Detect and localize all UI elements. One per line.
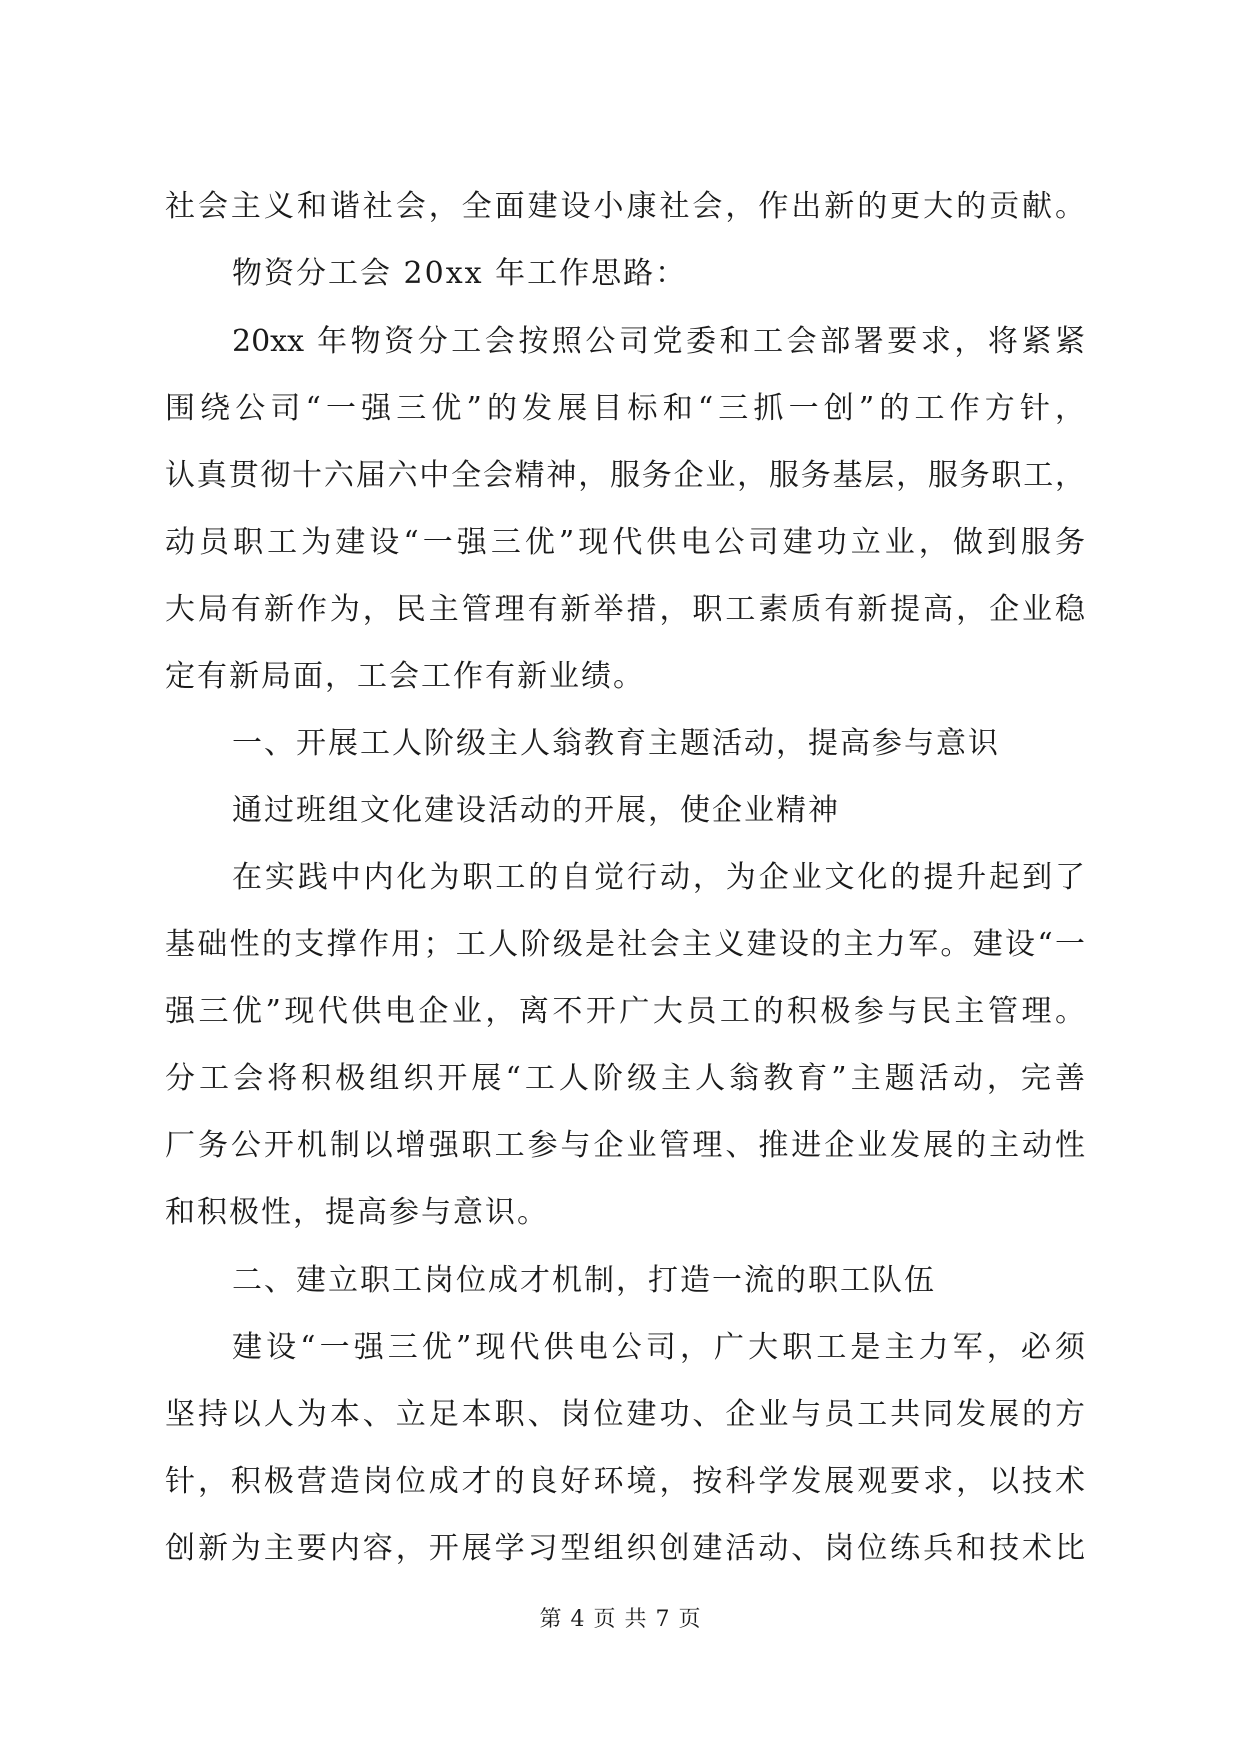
text-line: 和积极性，提高参与意识。 [165,1195,549,1230]
section-heading: 二、建立职工岗位成才机制，打造一流的职工队伍 [232,1263,936,1298]
text-line: 大局有新作为，民主管理有新举措，职工素质有新提高，企业稳 [165,592,1085,627]
text-line: 坚持以人为本、立足本职、岗位建功、企业与员工共同发展的方 [165,1397,1085,1432]
text-line: 社会主义和谐社会，全面建设小康社会，作出新的更大的贡献。 [165,189,1085,224]
text-line: 建设“一强三优”现代供电公司，广大职工是主力军，必须 [232,1330,1085,1365]
text-line: 在实践中内化为职工的自觉行动，为企业文化的提升起到了 [232,860,1085,895]
text-line: 创新为主要内容，开展学习型组织创建活动、岗位练兵和技术比 [165,1531,1085,1566]
page-number-footer: 第 4 页 共 7 页 [539,1607,702,1632]
text-line: 20xx 年物资分工会按照公司党委和工会部署要求，将紧紧 [232,324,1085,359]
text-line: 基础性的支撑作用；工人阶级是社会主义建设的主力军。建设“一 [165,927,1085,962]
text-line: 动员职工为建设“一强三优”现代供电公司建功立业，做到服务 [165,525,1085,560]
text-line: 定有新局面，工会工作有新业绩。 [165,659,645,694]
text-line: 针，积极营造岗位成才的良好环境，按科学发展观要求，以技术 [165,1464,1085,1499]
text-line: 围绕公司“一强三优”的发展目标和“三抓一创”的工作方针， [165,391,1085,426]
text-line: 认真贯彻十六届六中全会精神，服务企业，服务基层，服务职工， [165,458,1085,493]
text-line: 物资分工会 20xx 年工作思路： [232,256,688,291]
text-line: 强三优”现代供电企业，离不开广大员工的积极参与民主管理。 [165,994,1085,1029]
text-line: 分工会将积极组织开展“工人阶级主人翁教育”主题活动，完善 [165,1061,1085,1096]
section-heading: 一、开展工人阶级主人翁教育主题活动，提高参与意识 [232,726,1000,761]
text-line: 厂务公开机制以增强职工参与企业管理、推进企业发展的主动性 [165,1128,1085,1163]
text-line: 通过班组文化建设活动的开展，使企业精神 [232,793,840,828]
